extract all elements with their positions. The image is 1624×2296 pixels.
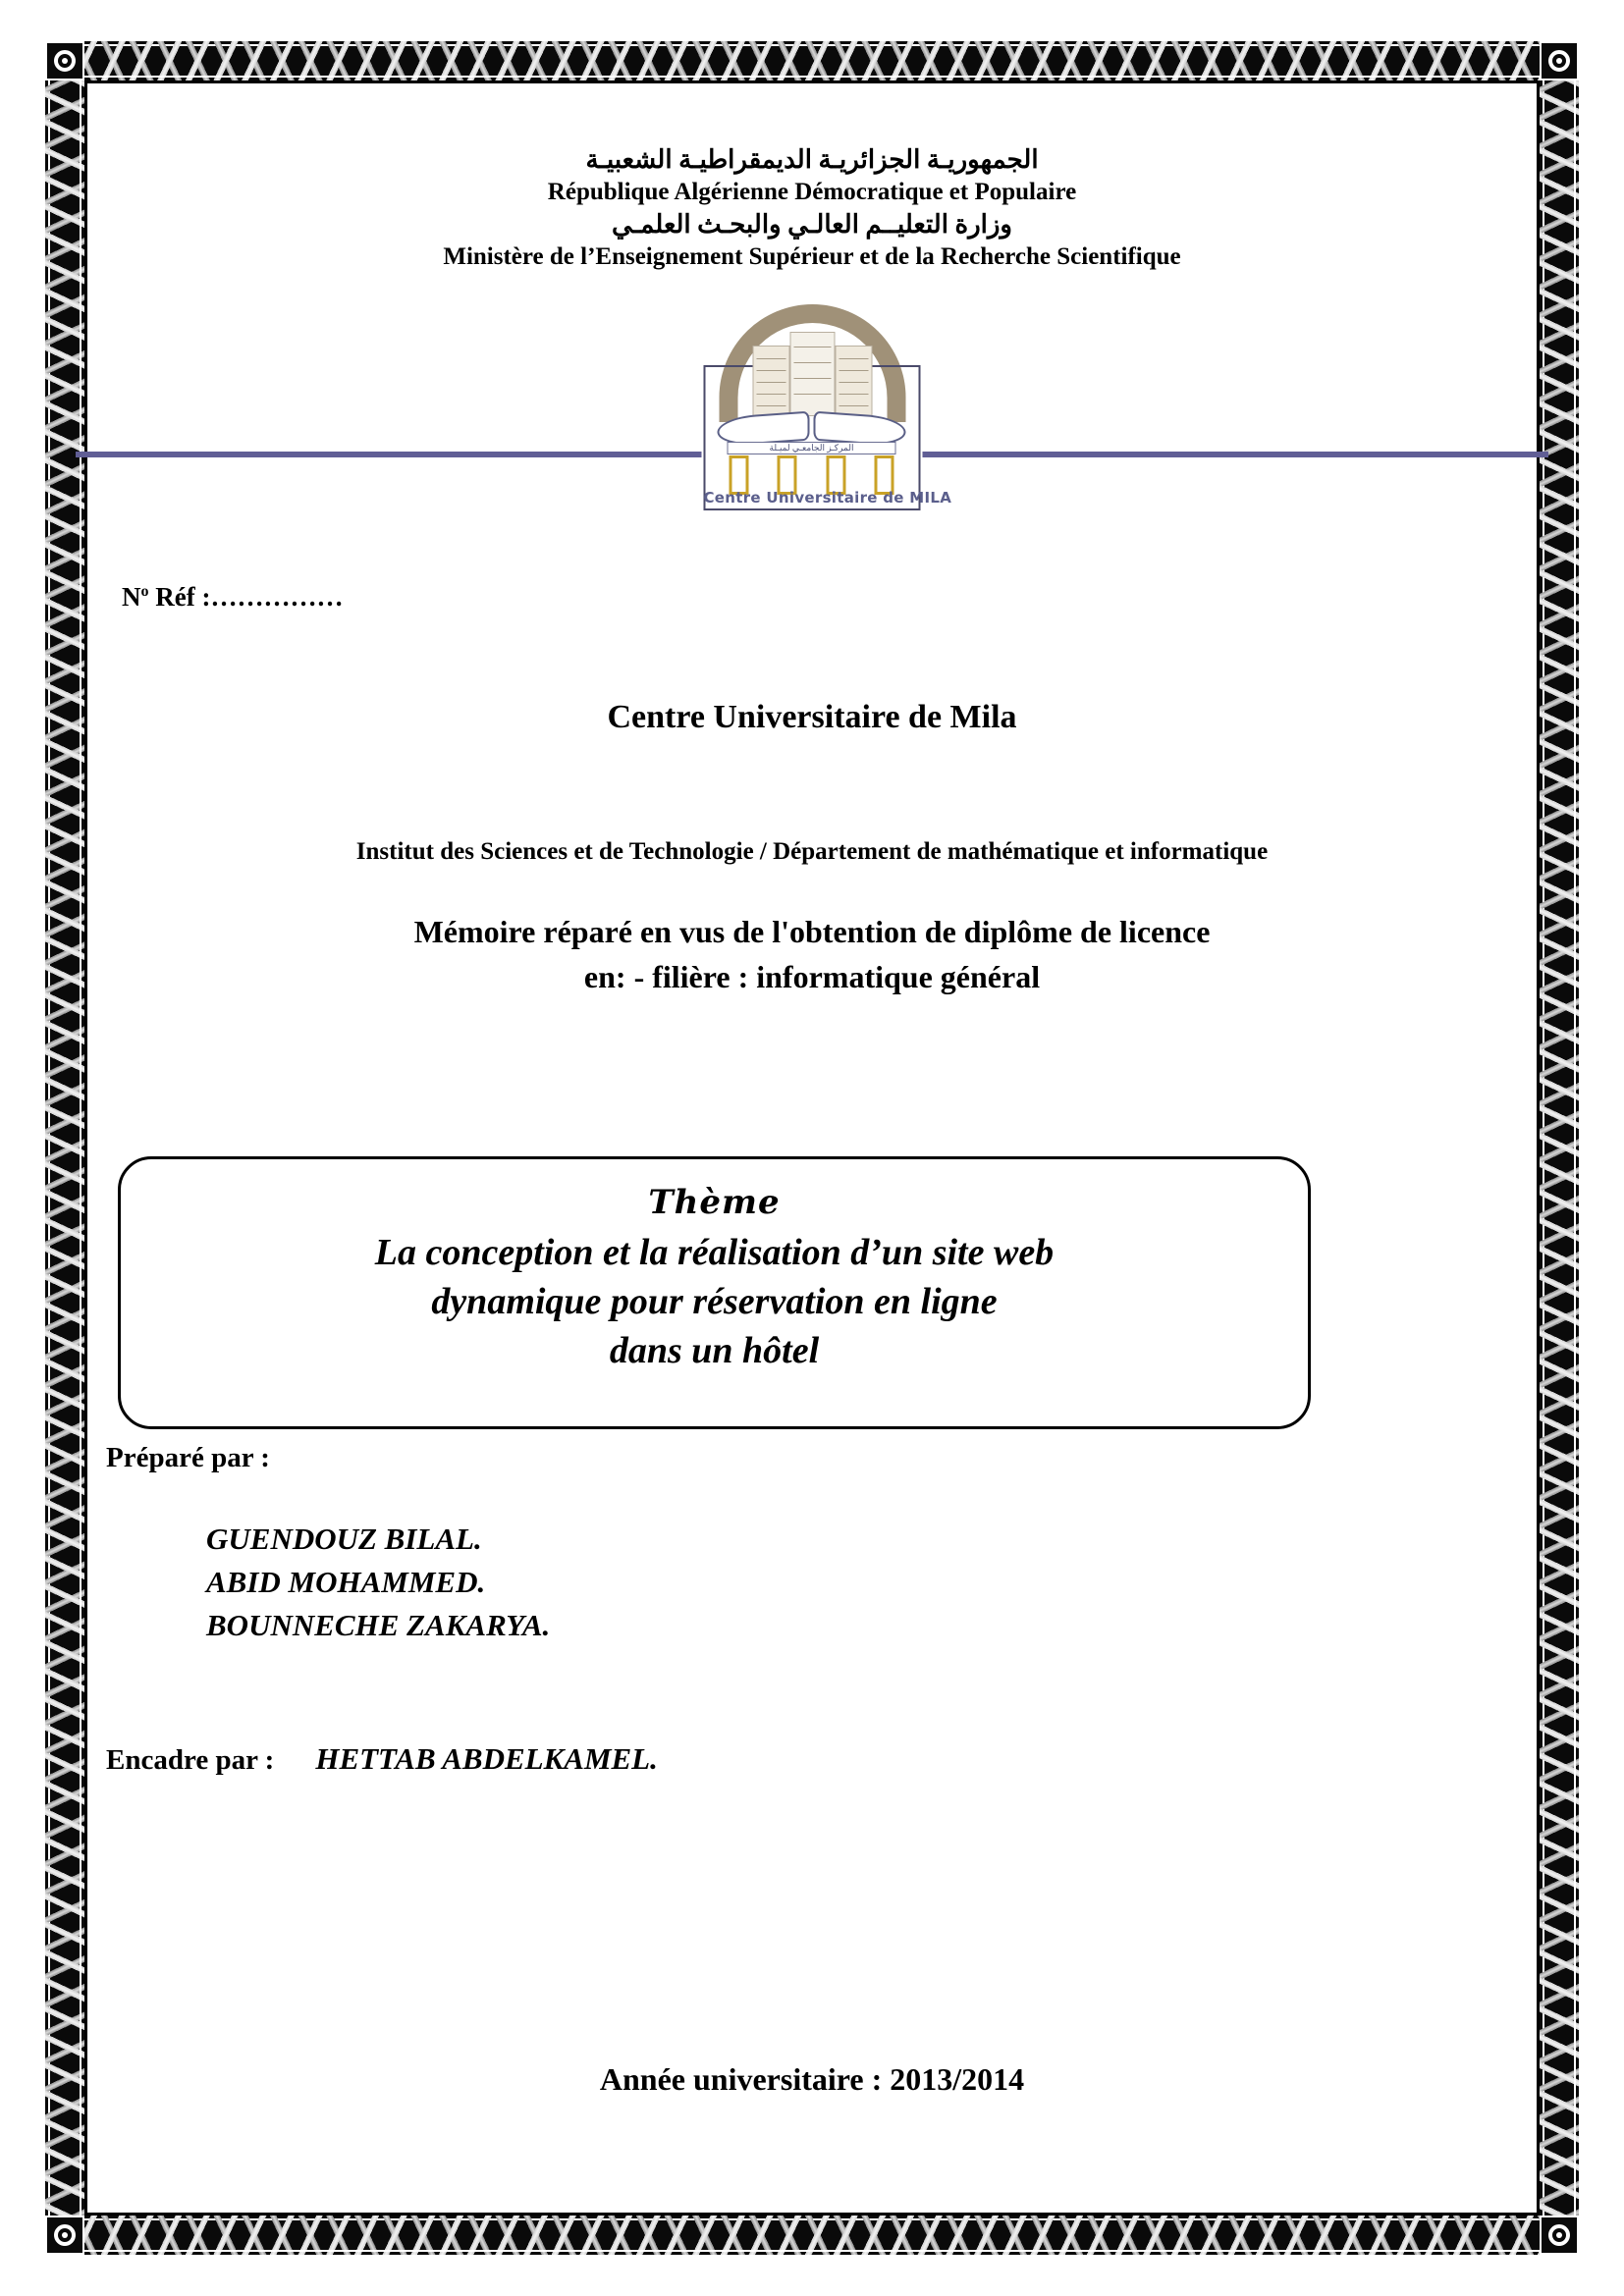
reference-label-superscript: o [140, 583, 149, 600]
border-ornament-bottom [84, 2216, 1540, 2255]
list-item: ABID MOHAMMED. [206, 1565, 486, 1600]
theme-title-line1: La conception et la réalisation d’un site web [374, 1232, 1055, 1273]
page-content [90, 86, 1534, 2210]
header-line-french-country: République Algérienne Démocratique et Populaire [547, 178, 1077, 205]
author-list [206, 1518, 550, 1647]
interlace-pattern-icon [45, 80, 84, 2216]
institutional-header [90, 143, 1534, 274]
header-line-arabic-country: الجمهوريـة الجزائريـة الديمقراطيـة الشعبيـة [585, 145, 1039, 174]
corner-medallion-icon [45, 2216, 84, 2255]
theme-title-line2: dynamique pour réservation en ligne [431, 1281, 998, 1323]
supervisor-label: Encadre par : [106, 1744, 275, 1776]
list-item: GUENDOUZ BILAL. [206, 1522, 482, 1556]
interlace-pattern-icon [84, 2216, 1540, 2255]
interlace-pattern-icon [84, 41, 1540, 80]
degree-statement [90, 909, 1534, 1000]
prepared-by-label: Préparé par : [106, 1442, 270, 1473]
reference-label: N [122, 582, 141, 612]
interlace-pattern-icon [1540, 80, 1579, 2216]
reference-value: Réf :…………… [148, 582, 344, 612]
logo-book-arabic-text: المركـز الجامعـي لميـلة [728, 442, 896, 454]
university-logo [702, 304, 952, 512]
academic-year: Année universitaire : 2013/2014 [599, 2061, 1025, 2097]
supervisor-name: HETTAB ABDELKAMEL. [315, 1741, 658, 1776]
header-line-arabic-ministry: وزارة التعليــم العالـي والبحـث العلمـي [612, 210, 1012, 240]
theme-title-line3: dans un hôtel [609, 1330, 820, 1372]
border-ornament-right [1540, 80, 1579, 2216]
corner-medallion-icon [1540, 2216, 1579, 2255]
logo-open-book-icon [718, 414, 906, 454]
theme-label: Thème [648, 1183, 781, 1222]
logo-caption: Centre Universitaire de MILA [703, 489, 952, 507]
theme-box [118, 1156, 1311, 1429]
degree-statement-line2: en: - filière : informatique général [583, 959, 1041, 995]
corner-medallion-icon [45, 41, 84, 80]
border-ornament-left [45, 80, 84, 2216]
university-title: Centre Universitaire de Mila [607, 699, 1017, 735]
logo-building-icon [753, 332, 873, 416]
degree-statement-line1: Mémoire réparé en vus de l'obtention de diplôme de licence [413, 914, 1211, 949]
theme-title [121, 1228, 1308, 1375]
corner-medallion-icon [1540, 41, 1579, 80]
list-item: BOUNNECHE ZAKARYA. [206, 1608, 551, 1643]
reference-number-line [122, 582, 343, 613]
border-ornament-top [84, 41, 1540, 80]
header-line-french-ministry: Ministère de l’Enseignement Supérieur et de la Recherche Scientifique [443, 243, 1181, 271]
department-line: Institut des Sciences et de Technologie / Département de mathématique et informatique [355, 838, 1269, 865]
supervisor-row [106, 1741, 658, 1777]
